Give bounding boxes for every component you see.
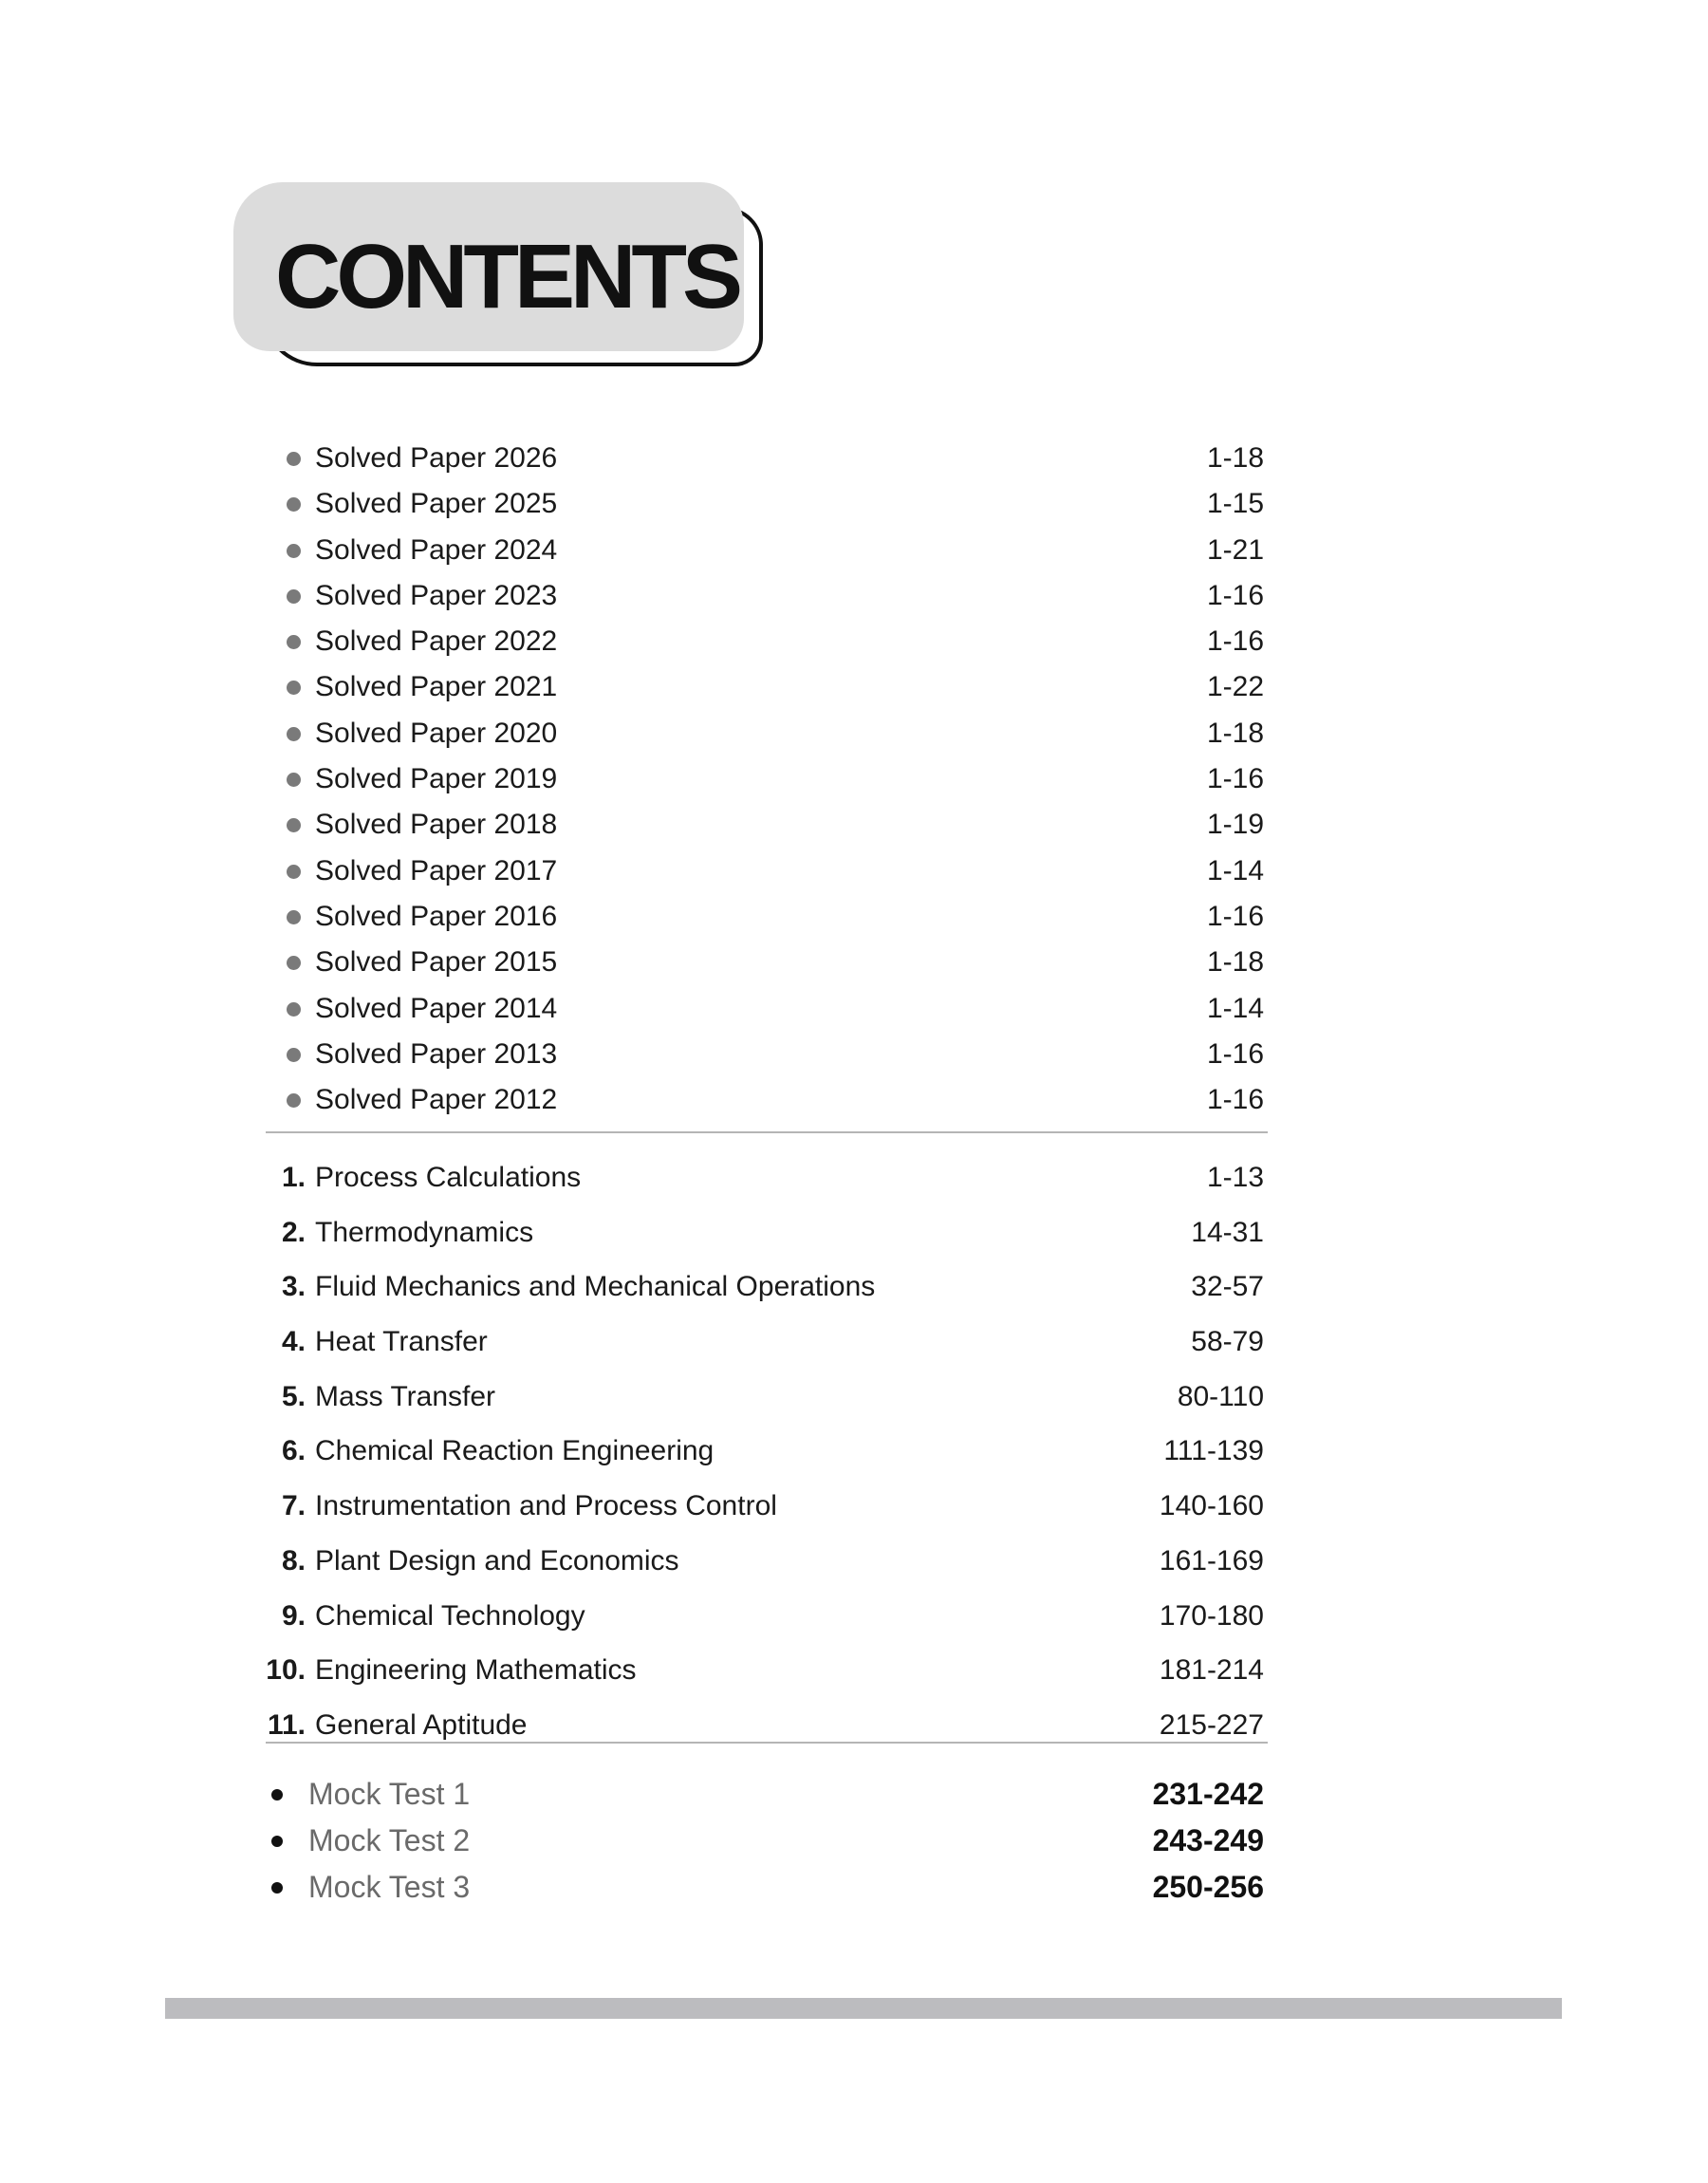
page-range: 58-79	[1191, 1326, 1264, 1358]
chapter-item[interactable]	[266, 1205, 1264, 1260]
solved-paper-item[interactable]	[266, 755, 1264, 800]
page-range: 1-18	[1206, 946, 1264, 979]
page-range: 1-22	[1206, 671, 1264, 703]
chapter-item[interactable]	[266, 1370, 1264, 1425]
solved-paper-label: Solved Paper 2012	[315, 1084, 558, 1116]
solved-paper-label: Solved Paper 2023	[315, 579, 558, 611]
solved-paper-item[interactable]	[266, 434, 1264, 479]
solved-paper-item[interactable]	[266, 709, 1264, 755]
bullet-icon	[271, 1789, 283, 1801]
bullet-icon	[287, 818, 301, 832]
solved-paper-label: Solved Paper 2016	[315, 900, 558, 932]
chapter-number: 7.	[281, 1490, 306, 1522]
solved-paper-label: Solved Paper 2022	[315, 625, 558, 658]
chapter-title: Process Calculations	[315, 1162, 582, 1193]
page-range: 215-227	[1159, 1708, 1264, 1741]
solved-paper-label: Solved Paper 2015	[315, 946, 558, 979]
chapter-number: 6.	[281, 1435, 306, 1467]
page-range: 243-249	[1152, 1823, 1264, 1857]
page-range: 250-256	[1152, 1870, 1264, 1904]
chapter-item[interactable]	[266, 1150, 1264, 1205]
mock-test-item[interactable]	[266, 1771, 1264, 1818]
solved-paper-label: Solved Paper 2024	[315, 533, 558, 566]
chapter-number: 5.	[281, 1380, 306, 1412]
solved-paper-label: Solved Paper 2017	[315, 854, 558, 886]
solved-paper-item[interactable]	[266, 892, 1264, 938]
page-range: 1-16	[1206, 900, 1264, 932]
chapter-number: 3.	[281, 1271, 306, 1303]
bullet-icon	[287, 497, 301, 512]
page-range: 1-16	[1206, 625, 1264, 658]
bullet-icon	[287, 544, 301, 558]
solved-paper-label: Solved Paper 2014	[315, 992, 558, 1024]
page-range: 1-14	[1206, 992, 1264, 1024]
chapter-number: 10.	[266, 1654, 306, 1687]
bullet-icon	[287, 1002, 301, 1017]
bullet-icon	[271, 1836, 283, 1847]
chapter-title: Thermodynamics	[315, 1216, 534, 1248]
page-range: 32-57	[1191, 1271, 1264, 1303]
mock-test-item[interactable]	[266, 1864, 1264, 1911]
page-range: 1-21	[1206, 533, 1264, 566]
solved-paper-item[interactable]	[266, 984, 1264, 1030]
mock-tests-list	[266, 1771, 1264, 1911]
page-range: 1-18	[1206, 442, 1264, 474]
mock-test-label: Mock Test 3	[308, 1870, 471, 1904]
solved-paper-label: Solved Paper 2020	[315, 717, 558, 749]
chapter-item[interactable]	[266, 1589, 1264, 1644]
contents-title-badge	[233, 182, 765, 372]
solved-paper-item[interactable]	[266, 1075, 1264, 1121]
page-range: 111-139	[1163, 1435, 1264, 1467]
page-range: 1-16	[1206, 1037, 1264, 1070]
chapter-title: Chemical Reaction Engineering	[315, 1435, 715, 1467]
solved-paper-label: Solved Paper 2025	[315, 488, 558, 520]
bullet-icon	[287, 727, 301, 741]
page-range: 1-18	[1206, 717, 1264, 749]
bullet-icon	[287, 773, 301, 787]
mock-test-label: Mock Test 2	[308, 1823, 471, 1857]
page-range: 181-214	[1159, 1654, 1264, 1687]
chapter-item[interactable]	[266, 1259, 1264, 1315]
page-range: 1-19	[1206, 809, 1264, 841]
chapter-title: Chemical Technology	[315, 1599, 585, 1632]
page-range: 14-31	[1191, 1216, 1264, 1248]
mock-test-item[interactable]	[266, 1818, 1264, 1864]
bullet-icon	[287, 910, 301, 924]
solved-paper-item[interactable]	[266, 1030, 1264, 1075]
solved-paper-label: Solved Paper 2026	[315, 442, 558, 474]
solved-paper-label: Solved Paper 2019	[315, 763, 558, 795]
mock-test-label: Mock Test 1	[308, 1777, 471, 1811]
bullet-icon	[287, 635, 301, 649]
chapter-number: 1.	[281, 1162, 306, 1193]
solved-paper-item[interactable]	[266, 662, 1264, 708]
chapter-title: Mass Transfer	[315, 1380, 496, 1412]
footer-bar	[165, 1998, 1562, 2019]
solved-paper-label: Solved Paper 2013	[315, 1037, 558, 1070]
bullet-icon	[287, 1048, 301, 1062]
chapter-title: Fluid Mechanics and Mechanical Operations	[315, 1271, 876, 1303]
bullet-icon	[287, 865, 301, 879]
page-range: 170-180	[1159, 1599, 1264, 1632]
solved-paper-item[interactable]	[266, 800, 1264, 846]
solved-paper-item[interactable]	[266, 571, 1264, 617]
solved-paper-item[interactable]	[266, 617, 1264, 662]
chapter-title: Plant Design and Economics	[315, 1544, 679, 1577]
solved-paper-item[interactable]	[266, 479, 1264, 525]
divider-chapters-mock	[266, 1742, 1268, 1744]
page-range: 1-16	[1206, 579, 1264, 611]
bullet-icon	[271, 1882, 283, 1894]
chapter-item[interactable]	[266, 1479, 1264, 1534]
bullet-icon	[287, 589, 301, 604]
chapter-number: 9.	[281, 1599, 306, 1632]
page-range: 161-169	[1159, 1544, 1264, 1577]
page-range: 1-14	[1206, 854, 1264, 886]
chapter-item[interactable]	[266, 1534, 1264, 1589]
page-range: 1-13	[1206, 1162, 1264, 1193]
solved-papers-list	[266, 434, 1264, 1121]
page-range: 1-16	[1206, 763, 1264, 795]
page-range: 140-160	[1159, 1490, 1264, 1522]
chapter-number: 11.	[267, 1708, 306, 1741]
chapter-number: 4.	[281, 1326, 306, 1358]
solved-paper-item[interactable]	[266, 526, 1264, 571]
page-range: 1-16	[1206, 1084, 1264, 1116]
bullet-icon	[287, 681, 301, 695]
chapter-title: Instrumentation and Process Control	[315, 1490, 777, 1522]
chapter-number: 8.	[281, 1544, 306, 1577]
chapter-title: Heat Transfer	[315, 1326, 488, 1358]
solved-paper-label: Solved Paper 2018	[315, 809, 558, 841]
bullet-icon	[287, 956, 301, 970]
page-range: 80-110	[1177, 1380, 1264, 1412]
chapter-title: General Aptitude	[315, 1708, 528, 1741]
chapter-item[interactable]	[266, 1315, 1264, 1370]
page-range: 1-15	[1206, 488, 1264, 520]
chapter-title: Engineering Mathematics	[315, 1654, 637, 1687]
chapter-number: 2.	[281, 1216, 306, 1248]
chapter-item[interactable]	[266, 1643, 1264, 1698]
chapter-item[interactable]	[266, 1424, 1264, 1479]
bullet-icon	[287, 1093, 301, 1108]
solved-paper-item[interactable]	[266, 847, 1264, 892]
chapter-item[interactable]	[266, 1698, 1264, 1753]
page-title: CONTENTS	[275, 226, 738, 327]
chapters-list	[266, 1150, 1264, 1753]
solved-paper-label: Solved Paper 2021	[315, 671, 558, 703]
bullet-icon	[287, 452, 301, 466]
page-range: 231-242	[1152, 1777, 1264, 1811]
solved-paper-item[interactable]	[266, 938, 1264, 983]
divider-solved-chapters	[266, 1131, 1268, 1133]
